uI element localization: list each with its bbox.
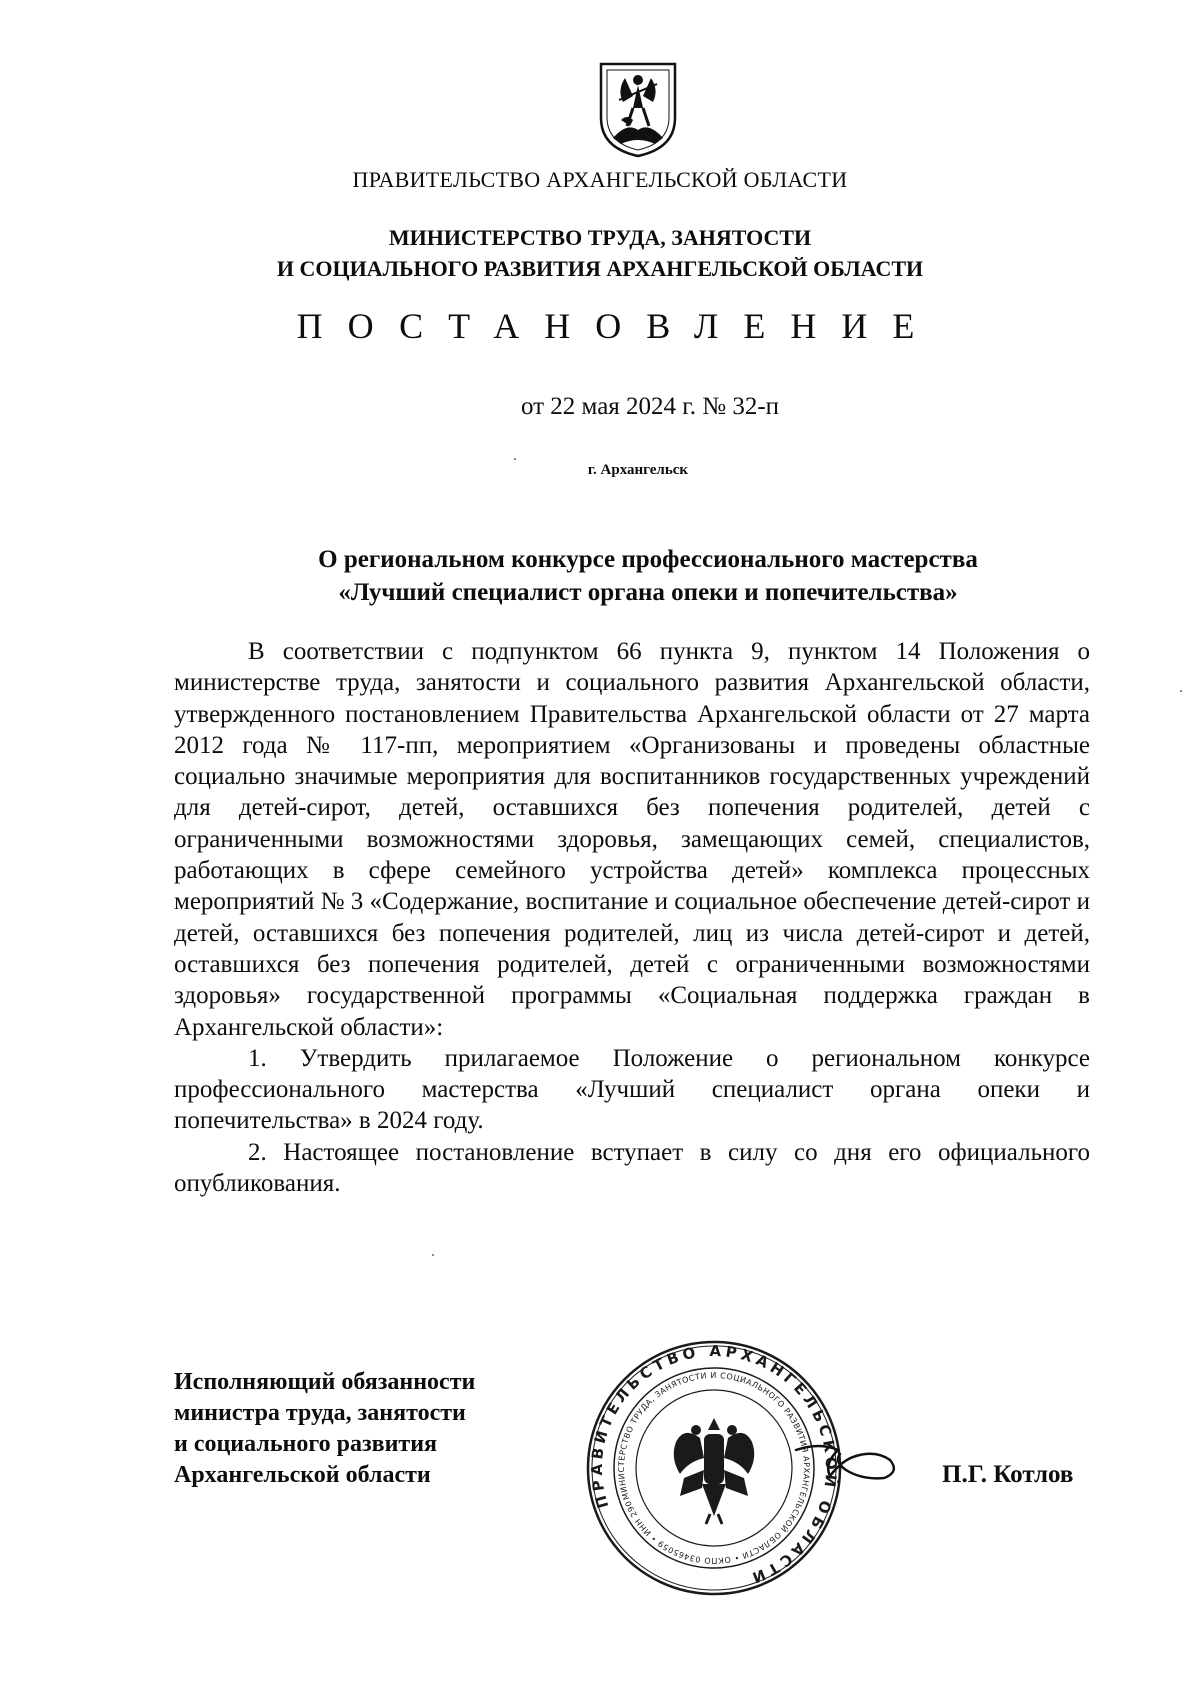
- subject-line2: «Лучший специалист органа опеки и попечительства»: [338, 579, 958, 606]
- ministry-name-line2: И СОЦИАЛЬНОГО РАЗВИТИЯ АРХАНГЕЛЬСКОЙ ОБЛАСТИ: [276, 256, 924, 281]
- scan-speck: [514, 458, 516, 460]
- ministry-name-line1: МИНИСТЕРСТВО ТРУДА, ЗАНЯТОСТИ: [388, 225, 812, 250]
- subject-line1: О региональном конкурсе профессионального мастерства: [318, 546, 978, 573]
- signer-position-line2: министра труда, занятости: [174, 1400, 466, 1426]
- ministry-name: [0, 222, 1200, 284]
- signer-position-line1: Исполняющий обязанности: [174, 1369, 476, 1395]
- decree-subject: [0, 543, 1200, 609]
- double-headed-eagle-icon: [674, 1418, 755, 1524]
- stamp-inner-text: МИНИСТЕРСТВО ТРУДА, ЗАНЯТОСТИ И СОЦИАЛЬНОГО РАЗВИТИЯ АРХАНГЕЛЬСКОЙ ОБЛАСТИ • ОКПО 03465059 • ИНН 2901158036: [616, 1370, 812, 1566]
- item-2-paragraph: 2. Настоящее постановление вступает в силу со дня его официального опубликования.: [174, 1138, 1090, 1198]
- city-name: г. Архангельск: [587, 462, 689, 478]
- signer-position-line3: и социального развития: [174, 1431, 438, 1457]
- government-name: ПРАВИТЕЛЬСТВО АРХАНГЕЛЬСКОЙ ОБЛАСТИ: [352, 167, 848, 192]
- signer-position: [174, 1367, 475, 1491]
- handwritten-signature: [790, 1420, 910, 1500]
- stamp-outer-text: ПРАВИТЕЛЬСТВО АРХАНГЕЛЬСКОЙ ОБЛАСТИ: [587, 1341, 841, 1589]
- decree-date-number: от 22 мая 2024 г. № 32-п: [520, 393, 780, 420]
- decree-body: [174, 636, 1090, 1199]
- preamble-paragraph: В соответствии с подпунктом 66 пункта 9, пунктом 14 Положения о министерстве труда, занятости и социального развития Архангельской области, утвержденного постановлением Правительства Архангельской области от 27 марта 2012 года № 117-пп, мероприятием «Организованы и проведены областные социально значимые мероприятия для воспитанников государственных учреждений для детей-сирот, детей, оставшихся без попечения родителей, детей с ограниченными возможностями здоровья, замещающих семей, специалистов, работающих в сфере семейного устройства детей» комплекса процессных мероприятий № 3 «Содержание, воспитание и социальное обеспечение детей-сирот и детей, оставшихся без попечения родителей, лиц из числа детей-сирот и детей, оставшихся без попечения родителей, детей с ограниченными возможностями здоровья» государственной программы «Социальная поддержка граждан в Архангельской области»:: [174, 638, 1090, 1041]
- scan-speck: [432, 1254, 434, 1256]
- scan-speck: [1180, 690, 1182, 692]
- decree-title: ПОСТАНОВЛЕНИЕ: [296, 306, 940, 346]
- signer-name: П.Г. Котлов: [942, 1461, 1074, 1488]
- signer-position-line4: Архангельской области: [174, 1462, 431, 1488]
- item-1-paragraph: 1. Утвердить прилагаемое Положение о региональном конкурсе профессионального мастерства «Лучший специалист органа опеки и попечительства» в 2024 году.: [174, 1044, 1090, 1135]
- coat-of-arms-icon: [597, 60, 679, 160]
